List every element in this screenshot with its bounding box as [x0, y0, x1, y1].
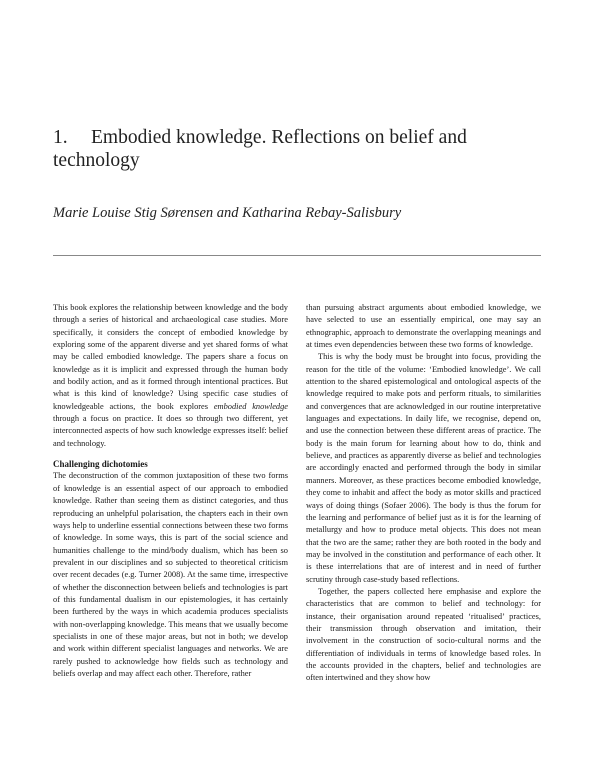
dichotomies-paragraph: The deconstruction of the common juxtaposition of these two forms of knowledge is an essential aspect of our approach to embodied knowledge. Rather than seeing them as distinct categories, and thus reproducing an unhelpful polarisation, the chapters each in their own ways help to underline essential connections between these two forms of knowledge. In some ways, this is part of the social science and humanities challenge to the mind/body dualism, which has been so prevalent in our disciplines and so subjected to theoretical criticism over recent decades (e.g. Turner 2008). At the same time, irrespective of whether the disconnection between beliefs and technologies is part of this fundamental dualism in our epistemologies, it has certainly been furthered by the ways in which academia produces specialists with non-overlapping knowledge. This means that we usually become specialists in one of these major areas, but not in both; we develop and work within different specialist languages and networks. We are rarely pushed to acknowledge how fields such as technology and beliefs overlap and may affect each other. Therefore, rather: [53, 471, 288, 678]
chapter-number: 1.: [53, 127, 68, 148]
right-paragraph-2: This is why the body must be brought into focus, providing the reason for the title of the volume: ‘Embodied knowledge’. We call attention to the shared epistemological and ontological aspects of the knowledge required to make pots and perform rituals, to similarities and convergences that are acknowledged in our routine interpretative languages and expectations. In daily life, we recognise, depend on, and use the connection between these different areas of practice. The body is the main forum for learning about how to do, think and believe, and practices as apparently diverse as belief and technologies are accordingly enacted and performed through the body in similar manners. Moreover, as these practices become embodied knowledge, they come to inhabit and affect the body as motor skills and practiced ways of doing things (Sofaer 2006). The body is thus the forum for the learning and performance of belief just as it is for the learning of metallurgy and how to produce metal objects. This does not mean that the two are the same; rather they are both rooted in the body and may be involved in the constitution and performance of each other. It is these interrelations that are of interest and in need of further scrutiny through case-study based reflections.: [306, 352, 541, 584]
chapter-title: [53, 126, 553, 172]
right-column: [306, 302, 541, 685]
intro-emphasis: embodied knowledge: [213, 401, 289, 411]
left-column: [53, 302, 288, 680]
right-paragraph-3: Together, the papers collected here emphasise and explore the characteristics that are common to belief and technology: for instance, their organisation around repeated ‘ritualised’ practices, their transmission through observation and imitation, their involvement in the construction of socio-cultural norms and the differentiation of individuals in terms of knowledge based roles. In the accounts provided in the chapters, belief and technologies are often intertwined and they show how: [306, 586, 541, 683]
intro-paragraph: [53, 302, 288, 450]
chapter-authors: Marie Louise Stig Sørensen and Katharina Rebay-Salisbury: [53, 205, 402, 221]
title-divider: [53, 255, 541, 256]
section-heading: Challenging dichotomies: [53, 459, 148, 470]
intro-text-before: This book explores the relationship between knowledge and the body through a series of historical and archaeological case studies. More specifically, it considers the concept of embodied knowledge by exploring some of the apparent diverse and yet shared forms of what may be called embodied knowledge. The papers share a focus on knowledge as it is implicit and expressed through the human body and bodily action, and as it formed through intentional practices. But what is this kind of knowledge? Using specific case studies of knowledgeable actions, the book explores: [53, 303, 288, 411]
right-paragraph-1: than pursuing abstract arguments about embodied knowledge, we have selected to use an essentially empirical, one may say an ethnographic, approach to demonstrate the overlapping meanings and at times even dependencies between these two forms of knowledge.: [306, 303, 541, 350]
chapter-title-text: Embodied knowledge. Reflections on belief and technology: [53, 127, 467, 171]
intro-text-after: through a focus on practice. It does so through two different, yet interconnected aspects of how such knowledge expresses itself: belief and technology.: [53, 414, 288, 448]
